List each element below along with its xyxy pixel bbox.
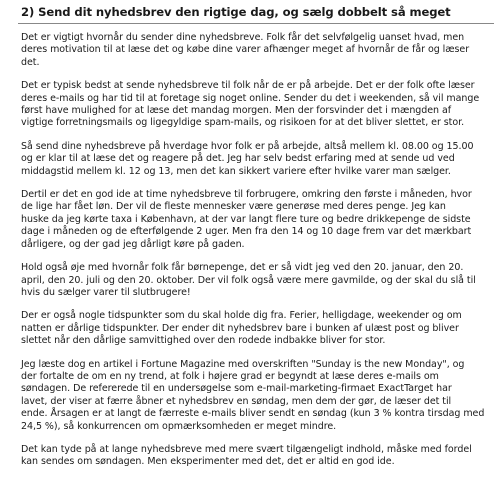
text-line: først have mulighed for at læse det mandag morgen. Men der forsvinder det i mængden af [21, 105, 452, 117]
text-line: Så send dine nyhedsbreve på hverdage hvor folk er på arbejde, altså mellem kl. 08.00 og 15.00 [21, 140, 474, 152]
text-line: slettet når den dårlige samvittighed over den rodede indbakke bliver for stor. [21, 335, 386, 347]
text-line: Hold også øje med hvornår folk får børnepenge, det er så vidt jeg ved den 20. januar, den 20. [21, 262, 464, 274]
text-line: Det er vigtigt hvornår du sender dine nyhedsbreve. Folk får det selvfølgelig uanset hvad, men [21, 32, 465, 43]
text-line: middagstid mellem kl. 12 og 13, men det kan sikkert variere efter hvilke varer man sælger. [21, 165, 451, 177]
text-line: deres motivation til at læse det og købe dine varer afhænger meget af hvornår de får og læser [21, 44, 470, 56]
section-heading: 2) Send dit nyhedsbrev den rigtige dag, og sælg dobbelt så meget [21, 5, 451, 19]
text-line: Det er typisk bedst at sende nyhedsbreve til folk når de er på arbejde. Det er der folk ofte læser [21, 80, 475, 92]
text-line: det. [21, 56, 40, 68]
paragraph [21, 141, 491, 178]
text-line: dage i måneden og de efterfølgende 2 uger. Men fra den 14 og 10 dage frem var det mærkbart [21, 226, 472, 238]
text-line: hvis du sælger varer til slutbrugere! [21, 286, 191, 298]
text-line: kan sendes om søndagen. Men eksperimenter med det, det er altid en god ide. [21, 456, 395, 468]
text-line: dårligere, og der gad jeg dårligt køre på gaden. [21, 238, 245, 250]
text-line: Dertil er det en god ide at time nyhedsbreve til forbrugere, omkring den første i måneden, hvor [21, 189, 472, 201]
text-line: huske da jeg kørte taxa i København, at der var langt flere ture og bedre drikkepenge de sidste [21, 213, 471, 225]
text-line: deres e-mails og har tid til at foretage sig noget online. Sender du det i weekenden, så vil mange [21, 92, 480, 104]
document-body [21, 32, 491, 480]
heading-underline [18, 23, 494, 24]
text-line: Det kan tyde på at lange nyhedsbreve med mere svært tilgængeligt indhold, måske med fordel [21, 443, 472, 455]
paragraph [21, 189, 491, 251]
text-line: vigtige forretningsmails og ligegyldige spam-mails, og risikoen for at det bliver slettet, er stor. [21, 117, 465, 129]
text-line: ende. Årsagen er at langt de færreste e-mails bliver sendt en søndag (kun 3 % kontra tirsdag med [21, 408, 485, 420]
text-line: og er klar til at læse det og reagere på det. Jeg har selv bedst erfaring med at sende ud ved [21, 153, 455, 165]
paragraph [21, 310, 491, 347]
text-line: de lige har fået løn. Der vil de fleste mennesker være generøse med deres penge. Jeg kan [21, 201, 446, 213]
paragraph [21, 32, 491, 69]
text-line: Jeg læste dog en artikel i Fortune Magazine med overskriften "Sunday is the new Monday", og [21, 358, 465, 370]
text-line: lavet, der viser at færre åbner et nyhedsbrev en søndag, men dem der gør, de læser det til [21, 395, 452, 407]
paragraph [21, 80, 491, 130]
text-line: 24,5 %), så konkurrencen om opmærksomheden er meget mindre. [21, 420, 337, 432]
paragraph [21, 262, 491, 299]
text-line: april, den 20. juli og den 20. oktober. Der vil folk også være mere gavmilde, og der skal du slå til [21, 274, 476, 286]
text-line: der fortalte de om en ny trend, at folk i højere grad er begyndt at læse deres e-mails om [21, 370, 439, 382]
paragraph [21, 444, 491, 469]
text-line: Der er også nogle tidspunkter som du skal holde dig fra. Ferier, helligdage, weekender og om [21, 310, 462, 322]
text-line: søndagen. De refererede til en undersøgelse som e-mail-marketing-firmaet ExactTarget har [21, 383, 452, 395]
text-line: natten er dårlige tidspunkter. Der ender dit nyhedsbrev bare i bunken af ulæst post og bliver [21, 322, 459, 334]
paragraph [21, 359, 491, 433]
